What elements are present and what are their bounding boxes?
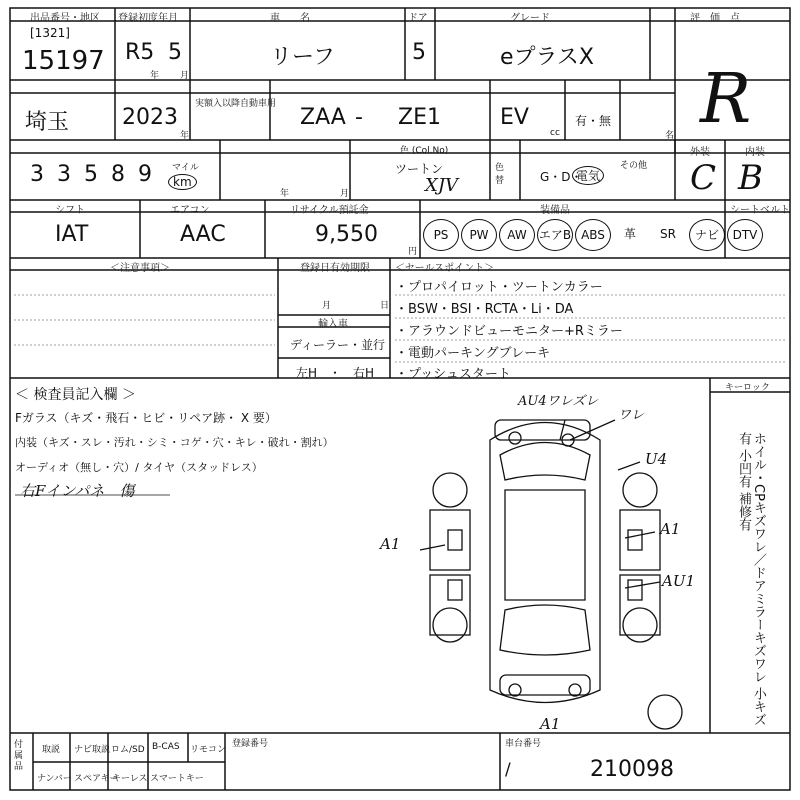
damage-mark-left: A1 — [380, 535, 401, 553]
sales-point: ・BSW・BSI・RCTA・Li・DA — [395, 302, 574, 317]
damage-mark-top-right: ワレ — [618, 408, 645, 423]
exterior-label: 外装 — [690, 147, 710, 158]
model-dash: - — [355, 105, 363, 130]
equip-sunroof: SR — [660, 227, 676, 241]
lot-number: 15197 — [22, 46, 105, 76]
exterior-grade: C — [690, 158, 717, 198]
interior-line: 内装（キズ・スレ・汚れ・シミ・コゲ・穴・キレ・破れ・割れ） — [15, 436, 334, 449]
equip-label: 装備品 — [540, 205, 570, 216]
accessory-item: キーレス — [112, 774, 148, 784]
handwritten-note: 右Fインパネ 傷 — [20, 482, 135, 500]
equip-abs: ABS — [575, 219, 611, 251]
reg-era: R5 — [125, 40, 155, 65]
equip-dtv: DTV — [727, 219, 763, 251]
damage-mark-bottom: A1 — [540, 715, 561, 733]
caution-label: ＜注意事項＞ — [110, 263, 170, 274]
lot-code: [1321] — [30, 26, 70, 40]
model-prefix: ZAA — [300, 105, 346, 130]
accessory-item: B-CAS — [152, 742, 180, 752]
reg-valid-month: 月 — [322, 301, 332, 311]
car-label: 車 名 — [270, 13, 310, 24]
color-value: ツートン — [395, 162, 444, 176]
model-year: 2023 — [122, 105, 178, 130]
accessory-item: スペアキー — [74, 774, 119, 784]
door-label: ドア — [408, 13, 428, 24]
glass-line: Fガラス（キズ・飛石・ヒビ・リペア跡・ X 要） — [15, 411, 277, 425]
accessory-item: ナビ取説 — [74, 745, 111, 755]
ctrl-label: 実額入以降自動車用 — [195, 99, 277, 109]
sales-point: ・電動パーキングブレーキ — [395, 346, 551, 361]
sales-point: ・アラウンドビューモニター+Rミラー — [395, 324, 623, 339]
accessory-item: ロム/SD — [111, 745, 145, 755]
key-lock-label: キーロック — [725, 383, 770, 393]
reg-no-label: 登録番号 — [232, 739, 269, 749]
damage-mark-right-mid: A1 — [660, 520, 681, 538]
color-change: 色替 — [495, 163, 505, 186]
accessory-item: リモコン — [190, 745, 227, 755]
recycle-label: リサイクル預託金 — [290, 205, 369, 216]
chassis-prefix: / — [505, 760, 511, 780]
damage-mark-top: AU4ワレズレ — [518, 394, 599, 409]
color-label: 色 (Col.No) — [400, 146, 449, 156]
interior-grade: B — [738, 158, 763, 198]
year-mark: 年 — [150, 71, 160, 81]
record-book: 有・無 — [575, 114, 612, 128]
insp-month-mark: 月 — [340, 189, 350, 199]
region: 埼玉 — [25, 110, 70, 135]
ac-value: AAC — [180, 222, 226, 247]
ac-label: エアコン — [170, 205, 210, 216]
reg-month: 5 — [168, 40, 182, 65]
reg-valid-day: 日 — [380, 301, 390, 311]
grade-value: eプラスX — [500, 45, 594, 70]
rating-value: R — [700, 60, 752, 139]
gear-selected: 電気 — [572, 166, 604, 185]
month-mark: 月 — [180, 71, 190, 81]
equip-pw: PW — [461, 219, 497, 251]
equip-aw: AW — [499, 219, 535, 251]
import-label: 輸入車 — [318, 319, 348, 330]
chassis-number: 210098 — [590, 757, 674, 782]
lot-label: 出品番号・地区 — [30, 13, 100, 24]
mile-label: マイル — [172, 163, 199, 173]
seatbelt-label: シートベルト — [730, 205, 790, 216]
recycle-value: 9,550 — [315, 222, 378, 247]
inspector-title: ＜ 検査員記入欄 ＞ — [15, 387, 136, 403]
sales-label: ＜セールスポイント＞ — [395, 263, 495, 274]
color-code: XJV — [425, 175, 459, 196]
damage-mark-right-upper: U4 — [645, 450, 668, 468]
audio-line: オーディオ（無し・穴）/ タイヤ（スタッドレス） — [15, 461, 263, 474]
cc-mark: cc — [550, 128, 560, 138]
equip-ps: PS — [423, 219, 459, 251]
door-count: 5 — [412, 40, 426, 65]
gear-options: G・D・ — [540, 170, 583, 184]
interior-label: 内装 — [745, 147, 765, 158]
mileage-unit: km — [168, 174, 197, 190]
yen-mark: 円 — [408, 247, 418, 257]
car-name: リーフ — [270, 45, 335, 70]
sales-point: ・プッシュスタート — [395, 367, 511, 382]
grade-label: グレード — [510, 13, 550, 24]
sales-point: ・プロパイロット・ツートンカラー — [395, 280, 603, 295]
equip-leather: 革 — [623, 227, 636, 241]
insp-year-mark: 年 — [280, 189, 290, 199]
shift-label: シフト — [55, 205, 85, 216]
other-label: その他 — [620, 161, 648, 171]
model-code: ZE1 — [398, 105, 441, 130]
fuel-type: EV — [500, 105, 529, 130]
dealer-type: ディーラー・並行 — [290, 338, 386, 352]
chassis-label: 車台番号 — [505, 739, 542, 749]
accessory-item: 取説 — [42, 745, 61, 755]
accessory-item: スマートキー — [150, 774, 204, 784]
equip-navi: ナビ — [689, 219, 725, 251]
handle-side: 左H ・ 右H — [296, 366, 375, 380]
shift-value: IAT — [55, 222, 89, 247]
damage-mark-right-lower: AU1 — [662, 572, 696, 590]
reg-label: 登録初度年月 — [118, 13, 178, 24]
vertical-note: ホイル・CPキズワレ／ドアミラーキズワレ 小キズ有 小凹有 補修有 — [735, 432, 766, 727]
accessory-label: 付属品 — [14, 740, 24, 772]
accessory-item: ナンバー — [37, 774, 72, 784]
mileage: 3 3 5 8 9 — [30, 162, 155, 187]
equip-airbag: エアB — [537, 219, 573, 251]
rating-label: 評 価 点 — [690, 13, 740, 24]
reg-valid-label: 登録日有効期限 — [300, 263, 370, 274]
model-year-mark: 年 — [180, 131, 190, 141]
capacity-mark: 名 — [665, 131, 675, 141]
